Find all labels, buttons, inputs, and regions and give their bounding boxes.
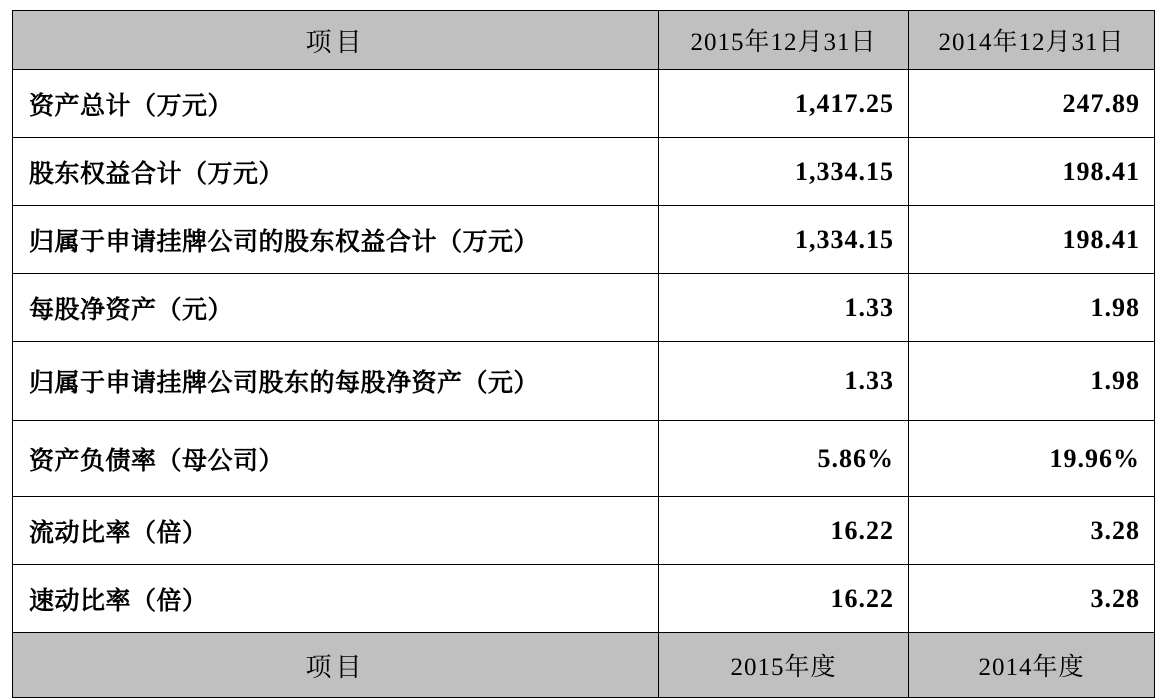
row-label: 每股净资产（元） (13, 274, 659, 342)
row-value-col1: 16.22 (659, 497, 909, 565)
header-cell-col2: 2014年12月31日 (909, 11, 1155, 70)
row-label: 归属于申请挂牌公司的股东权益合计（万元） (13, 206, 659, 274)
row-value-col2: 1.98 (909, 274, 1155, 342)
row-value-col1: 1,417.25 (659, 70, 909, 138)
table-header-row (13, 11, 1155, 70)
table-footer-row (13, 633, 1155, 698)
footer-cell-item: 项目 (13, 633, 659, 698)
financial-indicators-table (12, 10, 1155, 698)
row-value-col2: 247.89 (909, 70, 1155, 138)
header-cell-item: 项目 (13, 11, 659, 70)
row-value-col1: 1,334.15 (659, 206, 909, 274)
row-value-col2: 19.96% (909, 421, 1155, 497)
row-value-col1: 1,334.15 (659, 138, 909, 206)
table-row (13, 70, 1155, 138)
row-label: 资产总计（万元） (13, 70, 659, 138)
row-label: 资产负债率（母公司） (13, 421, 659, 497)
table-row (13, 342, 1155, 421)
table-row (13, 206, 1155, 274)
table-row (13, 138, 1155, 206)
footer-cell-col2: 2014年度 (909, 633, 1155, 698)
row-value-col2: 3.28 (909, 497, 1155, 565)
row-value-col1: 1.33 (659, 274, 909, 342)
row-value-col1: 16.22 (659, 565, 909, 633)
table-row (13, 565, 1155, 633)
table-row (13, 497, 1155, 565)
row-label: 股东权益合计（万元） (13, 138, 659, 206)
row-label: 流动比率（倍） (13, 497, 659, 565)
row-value-col1: 1.33 (659, 342, 909, 421)
row-label: 归属于申请挂牌公司股东的每股净资产（元） (13, 342, 659, 421)
header-cell-col1: 2015年12月31日 (659, 11, 909, 70)
row-value-col2: 198.41 (909, 206, 1155, 274)
row-value-col2: 198.41 (909, 138, 1155, 206)
row-value-col2: 1.98 (909, 342, 1155, 421)
row-value-col1: 5.86% (659, 421, 909, 497)
row-value-col2: 3.28 (909, 565, 1155, 633)
table-row (13, 421, 1155, 497)
row-label: 速动比率（倍） (13, 565, 659, 633)
footer-cell-col1: 2015年度 (659, 633, 909, 698)
table-row (13, 274, 1155, 342)
